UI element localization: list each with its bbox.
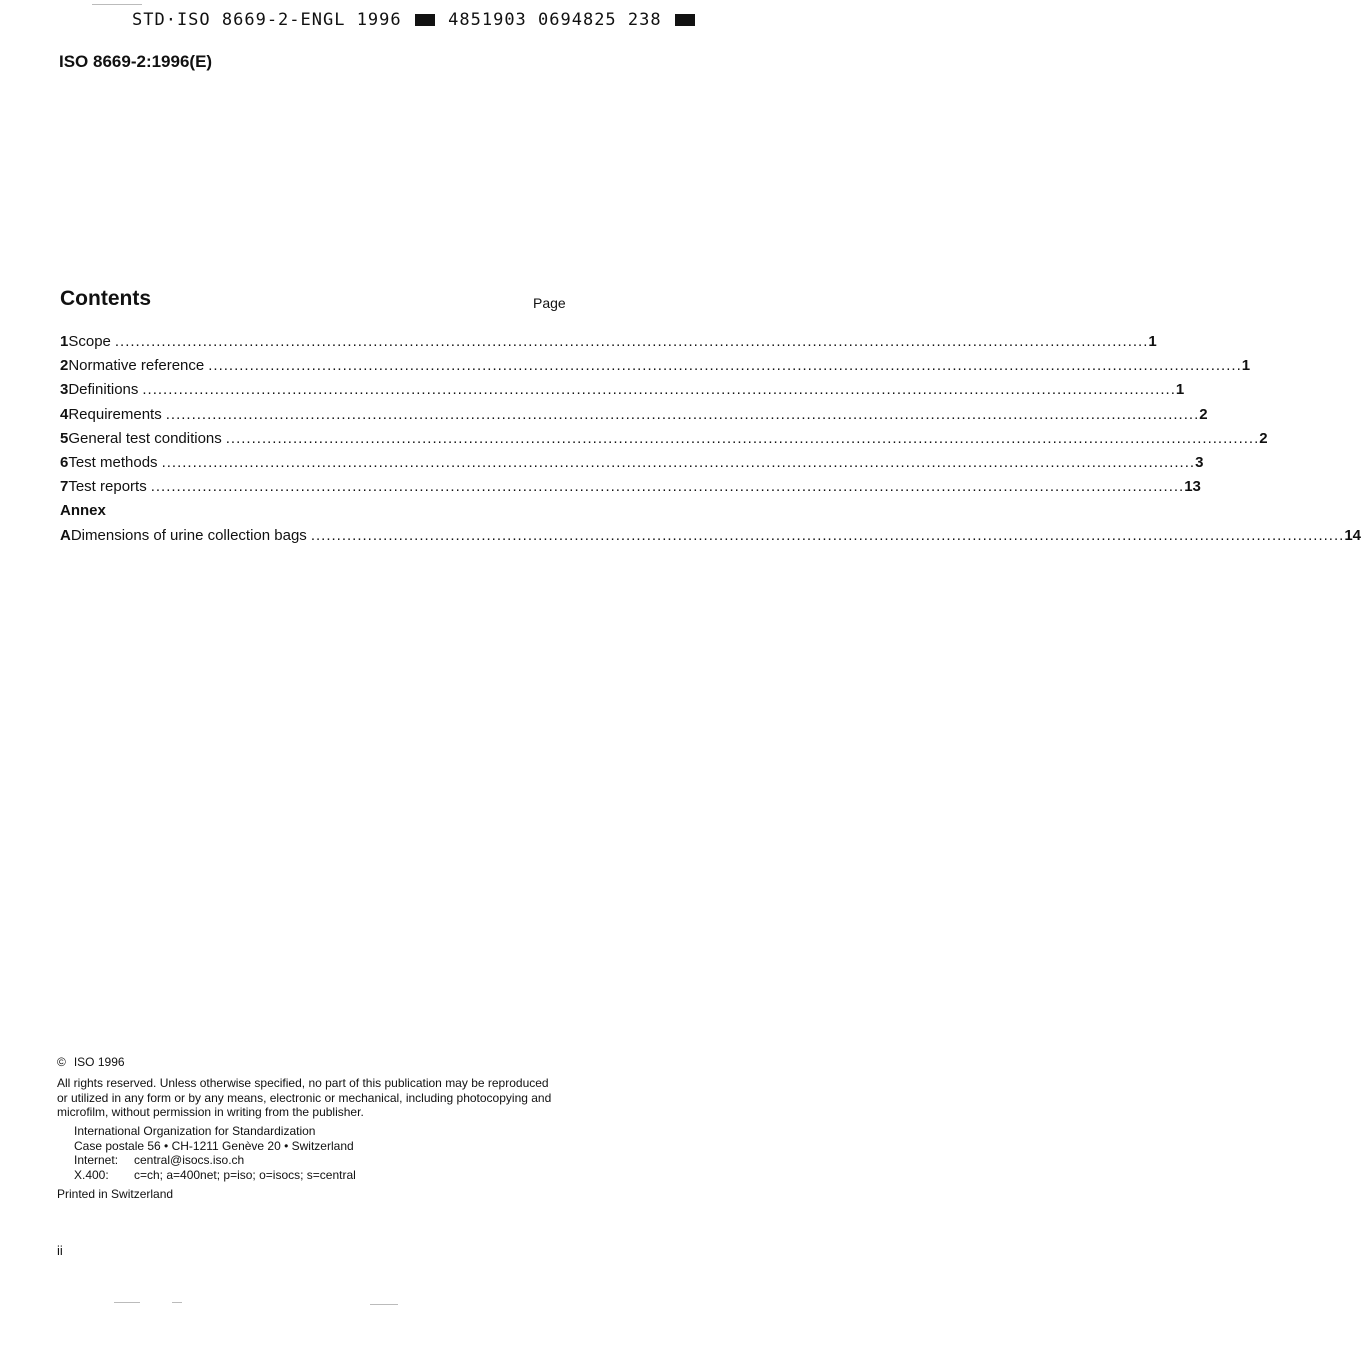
toc-entry-number: 6 bbox=[60, 453, 69, 471]
toc-entry-title-wrap bbox=[68, 406, 1199, 423]
rights-line: or utilized in any form or by any means, electronic or mechanical, including photocopying and bbox=[57, 1090, 552, 1105]
scan-header-stamp bbox=[132, 10, 697, 30]
toc-leader-dots: ........................................................................................................................................................................................................ bbox=[225, 429, 1260, 447]
printed-in: Printed in Switzerland bbox=[57, 1187, 174, 1201]
scan-artifact bbox=[114, 1302, 140, 1303]
toc-leader-dots: ........................................................................................................................................................................................................ bbox=[208, 357, 1242, 375]
stamp-block bbox=[415, 14, 435, 26]
toc-leader-dots: ........................................................................................................................................................................................................ bbox=[142, 381, 1176, 399]
annex-heading: Annex bbox=[60, 502, 106, 520]
toc-leader-dots: ........................................................................................................................................................................................................ bbox=[310, 526, 1345, 544]
toc-leader-dots: ........................................................................................................................................................................................................ bbox=[114, 333, 1149, 350]
toc-entry-page: 2 bbox=[1199, 405, 1208, 423]
toc-entry-title: Definitions bbox=[68, 381, 139, 399]
contents-title: Contents bbox=[60, 287, 151, 310]
org-address: Case postale 56 • CH-1211 Genève 20 • Switzerland bbox=[74, 1138, 354, 1153]
org-name: International Organization for Standardization bbox=[74, 1124, 316, 1138]
toc-entry-title: Dimensions of urine collection bags bbox=[70, 526, 307, 544]
copyright-icon: © bbox=[57, 1055, 66, 1069]
toc-entry-number: 7 bbox=[60, 478, 69, 496]
toc-entry-title: Normative reference bbox=[68, 357, 205, 375]
toc-entry-number: 2 bbox=[60, 357, 69, 375]
toc-entry-title-wrap bbox=[68, 357, 1241, 374]
scan-artifact bbox=[92, 4, 142, 5]
copyright-line bbox=[57, 1055, 125, 1070]
toc-leader-dots: ........................................................................................................................................................................................................ bbox=[165, 405, 1200, 423]
scan-artifact bbox=[370, 1304, 398, 1305]
toc-entry bbox=[60, 405, 1208, 430]
page-number: ii bbox=[57, 1243, 63, 1258]
toc-entry bbox=[60, 453, 1204, 478]
toc-entry-title-wrap bbox=[68, 381, 1176, 398]
toc-entry-title-wrap bbox=[68, 454, 1195, 471]
toc-entry bbox=[60, 429, 1268, 454]
internet-label: Internet: bbox=[74, 1153, 119, 1167]
toc-entry-title: Scope bbox=[68, 333, 111, 350]
toc-entry bbox=[60, 357, 1251, 381]
toc-entry-title-wrap bbox=[68, 430, 1259, 447]
toc-entry bbox=[60, 526, 1361, 551]
toc-entry-page: 2 bbox=[1259, 429, 1268, 447]
toc-entry-title-wrap bbox=[68, 333, 1148, 350]
toc-entry-title-wrap bbox=[71, 527, 1344, 544]
toc-entry-page: 1 bbox=[1148, 333, 1157, 350]
toc-entry-page: 1 bbox=[1241, 357, 1251, 375]
toc-entry-title: Test reports bbox=[68, 478, 147, 496]
toc-entry-page: 3 bbox=[1195, 453, 1204, 471]
internet-value: central@isocs.iso.ch bbox=[134, 1153, 245, 1167]
organization-address bbox=[74, 1124, 356, 1182]
stamp-block bbox=[675, 14, 695, 26]
stamp-left-text: STD·ISO 8669-2-ENGL 1996 bbox=[132, 10, 402, 30]
document-id: ISO 8669-2:1996(E) bbox=[59, 52, 213, 71]
toc-entry-title-wrap bbox=[68, 478, 1184, 495]
toc-leader-dots: ........................................................................................................................................................................................................ bbox=[150, 478, 1185, 496]
toc-entry-title: Test methods bbox=[68, 453, 158, 471]
rights-notice bbox=[57, 1076, 569, 1120]
toc-entry-number: 5 bbox=[60, 429, 69, 447]
toc-entry-number: A bbox=[60, 526, 71, 544]
copyright-text: ISO 1996 bbox=[73, 1055, 125, 1069]
toc-entry-page: 14 bbox=[1344, 526, 1361, 544]
table-of-contents bbox=[60, 333, 1361, 551]
rights-line: microfilm, without permission in writing from the publisher. bbox=[57, 1105, 364, 1119]
x400-value: c=ch; a=400net; p=iso; o=isocs; s=central bbox=[134, 1167, 356, 1182]
toc-leader-dots: ........................................................................................................................................................................................................ bbox=[161, 453, 1196, 471]
toc-entry-number: 1 bbox=[60, 333, 69, 350]
toc-entry-page: 13 bbox=[1184, 478, 1201, 496]
toc-entry-number: 3 bbox=[60, 381, 69, 399]
toc-entry bbox=[60, 333, 1157, 357]
rights-line: All rights reserved. Unless otherwise specified, no part of this publication may be reproduced bbox=[57, 1076, 549, 1090]
toc-entry bbox=[60, 381, 1185, 405]
stamp-right-text: 4851903 0694825 238 bbox=[448, 10, 662, 30]
scan-artifact bbox=[172, 1302, 182, 1303]
page-column-label: Page bbox=[533, 295, 566, 311]
toc-entry-number: 4 bbox=[60, 405, 69, 423]
toc-entry-page: 1 bbox=[1175, 381, 1185, 399]
toc-entry-title: Requirements bbox=[68, 405, 162, 423]
x400-label: X.400: bbox=[74, 1167, 109, 1182]
toc-entry-title: General test conditions bbox=[68, 429, 222, 447]
toc-entry bbox=[60, 478, 1201, 502]
